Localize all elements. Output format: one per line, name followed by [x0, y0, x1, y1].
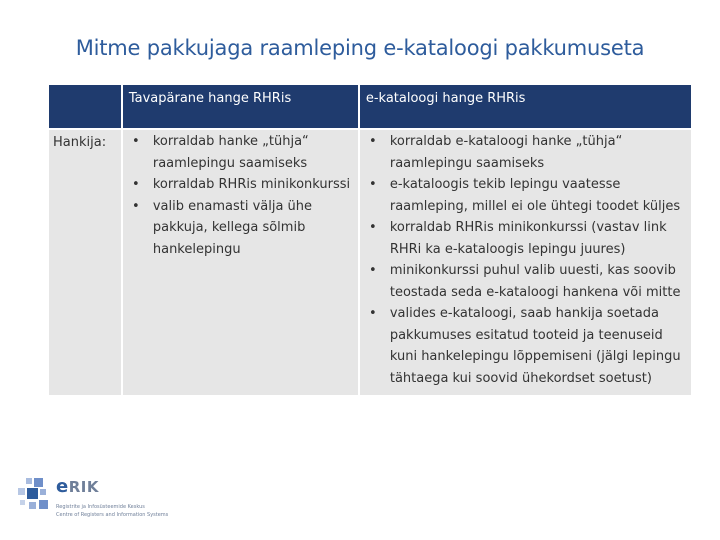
row-label: Hankija: [53, 135, 107, 150]
bullet-icon: • [369, 177, 377, 192]
logo-wordmark: eRIK [56, 476, 99, 497]
list-item: • korraldab RHRis minikonkurssi [129, 174, 354, 196]
list-item: • korraldab e-kataloogi hanke „tühja“ raamlepingu saamiseks [366, 131, 687, 174]
header-cell-ecatalogue [360, 85, 691, 128]
logo-line-english: Centre of Registers and Information Systems [56, 512, 169, 518]
header-cell-empty [49, 85, 121, 128]
bullet-icon: • [132, 134, 140, 149]
row-label-cell [49, 130, 121, 395]
list-item: • korraldab RHRis minikonkurssi (vastav link RHRi ka e-kataloogis lepingu juures) [366, 217, 687, 260]
list-item: • minikonkurssi puhul valib uuesti, kas soovib teostada seda e-kataloogi hankena või mitte [366, 260, 687, 303]
logo-squares-icon [16, 476, 56, 516]
bullet-icon: • [369, 263, 377, 278]
bullet-icon: • [132, 198, 140, 214]
table-header-row [49, 85, 691, 128]
ecatalogue-cell [360, 130, 691, 395]
bullet-icon: • [369, 134, 377, 149]
header-label-ecatalogue: e-kataloogi hange RHRis [365, 91, 526, 106]
header-cell-traditional [123, 85, 358, 128]
header-label-traditional: Tavapärane hange RHRis [128, 91, 292, 106]
list-item: • e-kataloogis tekib lepingu vaatesse raamleping, millel ei ole ühtegi toodet küljes [366, 174, 687, 217]
bullet-icon: • [369, 220, 377, 235]
slide-title: Mitme pakkujaga raamleping e-kataloogi pakkumuseta [75, 36, 645, 60]
ecatalogue-list [360, 130, 691, 395]
list-item: • valib enamasti välja ühe pakkuja, kellega sõlmib hankelepingu [129, 196, 354, 261]
list-item: • korraldab hanke „tühja“ raamlepingu saamiseks [129, 131, 354, 174]
traditional-list [123, 130, 358, 266]
comparison-table [47, 83, 693, 397]
erik-logo [16, 476, 226, 526]
bullet-icon: • [132, 177, 140, 192]
bullet-icon: • [369, 306, 377, 321]
list-item: • valides e-kataloogi, saab hankija soetada pakkumuses esitatud tooteid ja teenuseid kuni hankelepingu lõppemiseni (jälgi lepingu tähtaega kui soovid ühekordset soetust) [366, 303, 687, 389]
logo-line-estonian: Registrite ja Infosüsteemide Keskus [56, 504, 145, 510]
table-row [49, 130, 691, 395]
traditional-cell [123, 130, 358, 395]
